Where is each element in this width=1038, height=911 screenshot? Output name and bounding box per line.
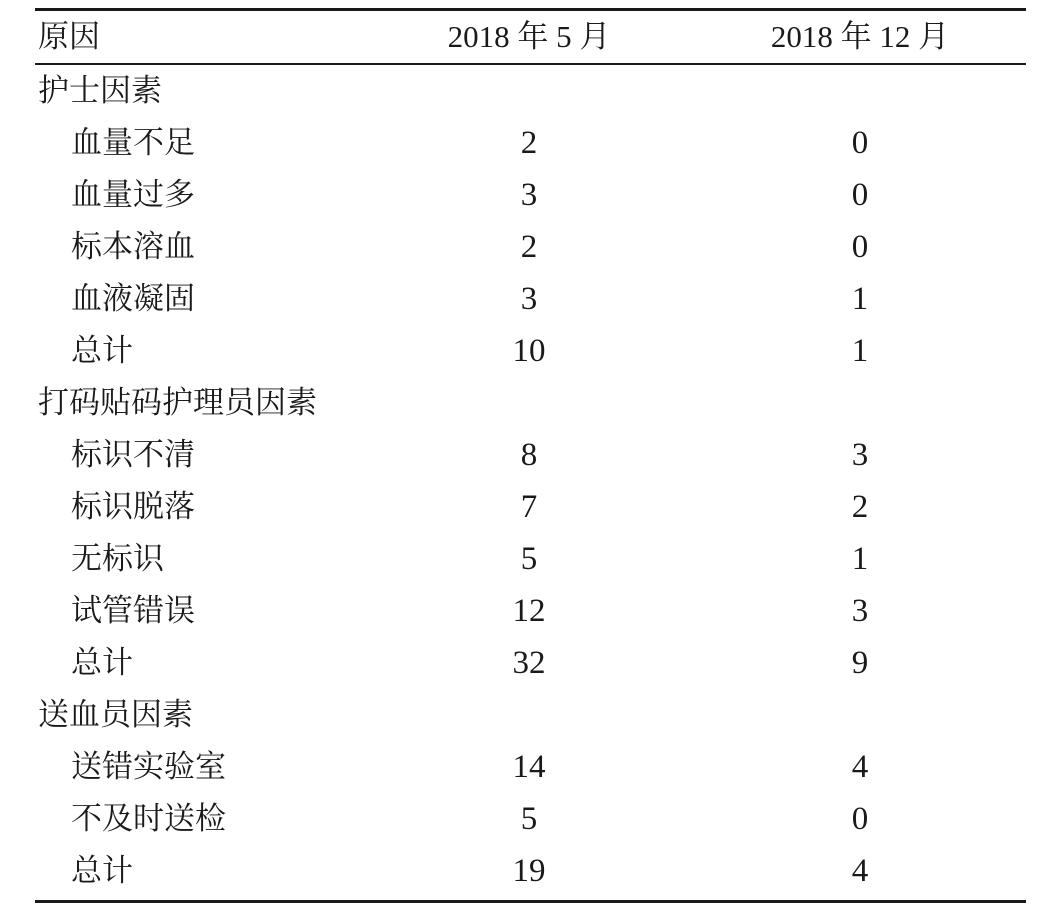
value-2018-dec: 1	[851, 540, 869, 577]
value-2018-may: 10	[512, 332, 546, 369]
reason-label: 标识不清	[71, 436, 195, 473]
value-2018-dec: 9	[851, 644, 869, 681]
reason-label: 血液凝固	[71, 280, 195, 317]
reason-label: 标识脱落	[71, 488, 195, 525]
table-row	[35, 533, 1026, 585]
table-row	[35, 273, 1026, 325]
value-2018-dec: 0	[851, 124, 869, 161]
value-2018-may: 5	[520, 540, 538, 577]
value-2018-may: 3	[520, 176, 538, 213]
value-2018-may: 14	[512, 748, 546, 785]
table-group-row	[35, 689, 1026, 741]
value-2018-dec: 1	[851, 280, 869, 317]
reason-label: 总计	[71, 332, 133, 369]
value-2018-dec: 0	[851, 176, 869, 213]
reason-label: 总计	[71, 644, 133, 681]
table-row	[35, 429, 1026, 481]
reason-label: 不及时送检	[71, 800, 226, 837]
reason-label: 送错实验室	[71, 748, 226, 785]
table-row	[35, 117, 1026, 169]
value-2018-dec: 2	[851, 488, 869, 525]
reason-label: 血量过多	[71, 176, 195, 213]
table-bottom-rule	[35, 900, 1026, 903]
table-row	[35, 637, 1026, 689]
table-row	[35, 325, 1026, 377]
value-2018-may: 2	[520, 124, 538, 161]
group-label: 打码贴码护理员因素	[38, 384, 317, 421]
reason-label: 试管错误	[71, 592, 195, 629]
value-2018-may: 12	[512, 592, 546, 629]
value-2018-dec: 3	[851, 436, 869, 473]
reason-label: 无标识	[71, 540, 164, 577]
value-2018-may: 5	[520, 800, 538, 837]
table-group-row	[35, 65, 1026, 117]
value-2018-dec: 0	[851, 228, 869, 265]
value-2018-may: 3	[520, 280, 538, 317]
reason-label: 标本溶血	[71, 228, 195, 265]
value-2018-may: 7	[520, 488, 538, 525]
group-label: 送血员因素	[38, 696, 193, 733]
table-row	[35, 845, 1026, 897]
group-label: 护士因素	[38, 72, 162, 109]
reason-label: 血量不足	[71, 124, 195, 161]
data-table	[35, 8, 1026, 903]
table-row	[35, 481, 1026, 533]
header-2018-may: 2018 年 5 月	[447, 19, 611, 54]
value-2018-dec: 4	[851, 852, 869, 889]
value-2018-may: 32	[512, 644, 546, 681]
value-2018-dec: 4	[851, 748, 869, 785]
value-2018-may: 8	[520, 436, 538, 473]
value-2018-may: 2	[520, 228, 538, 265]
header-2018-dec: 2018 年 12 月	[770, 19, 950, 54]
table-row	[35, 585, 1026, 637]
reason-label: 总计	[71, 852, 133, 889]
value-2018-dec: 3	[851, 592, 869, 629]
table-group-row	[35, 377, 1026, 429]
table-header-row	[35, 11, 1026, 63]
value-2018-may: 19	[512, 852, 546, 889]
table-body	[35, 65, 1026, 897]
table-row	[35, 793, 1026, 845]
table-row	[35, 221, 1026, 273]
value-2018-dec: 0	[851, 800, 869, 837]
table-row	[35, 169, 1026, 221]
table-row	[35, 741, 1026, 793]
value-2018-dec: 1	[851, 332, 869, 369]
header-reason: 原因	[38, 19, 100, 55]
